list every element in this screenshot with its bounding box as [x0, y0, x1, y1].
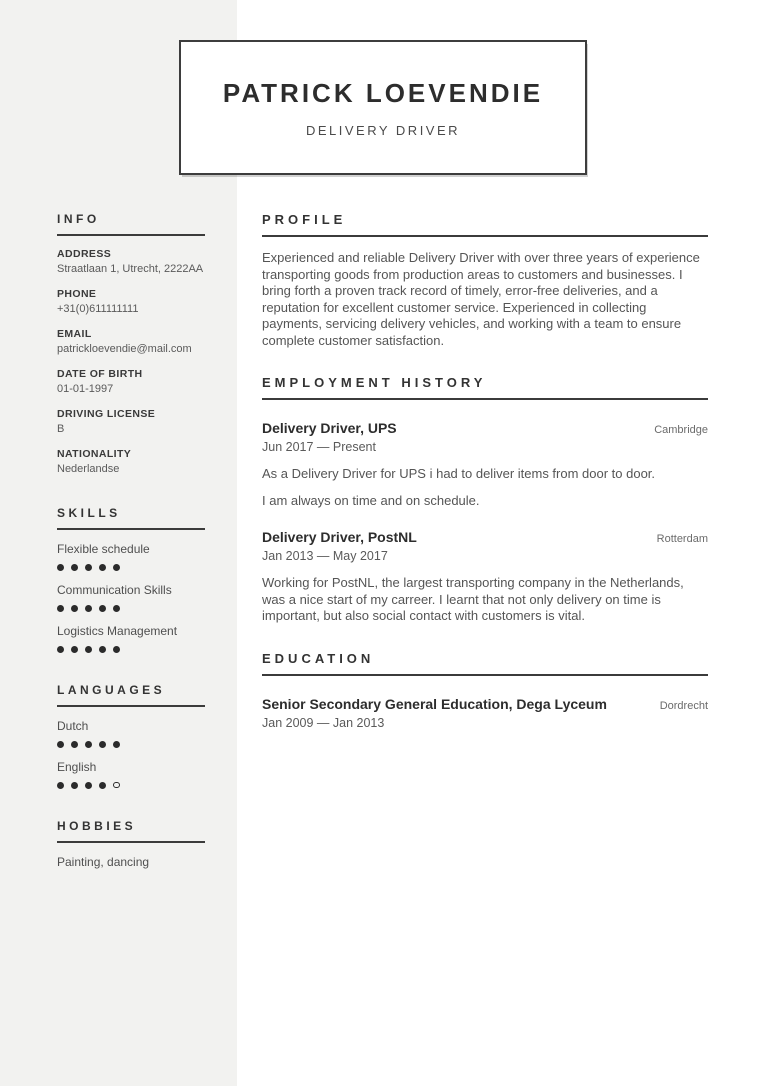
info-label: DATE OF BIRTH — [57, 368, 143, 380]
employment-section — [262, 375, 708, 625]
education-title-row — [262, 696, 708, 712]
education-entry — [262, 696, 708, 730]
rating-dot-filled — [57, 646, 64, 653]
language-name: English — [57, 760, 97, 774]
skill-item — [57, 624, 205, 653]
rating-dot-filled — [57, 782, 64, 789]
languages-section — [57, 683, 205, 789]
rating-dot-filled — [85, 564, 92, 571]
rating-dot-filled — [113, 564, 120, 571]
rating-dot-filled — [71, 605, 78, 612]
skill-rating-dots — [57, 604, 205, 612]
employment-rule — [262, 398, 708, 400]
language-rating-dots — [57, 740, 205, 748]
rating-dot-filled — [57, 564, 64, 571]
language-item — [57, 760, 205, 789]
rating-dot-filled — [57, 741, 64, 748]
profile-heading: PROFILE — [262, 212, 347, 227]
languages-heading: LANGUAGES — [57, 683, 166, 697]
rating-dot-filled — [85, 646, 92, 653]
resume-header-box — [179, 40, 587, 175]
rating-dot-filled — [99, 782, 106, 789]
info-value: patrickloevendie@mail.com — [57, 343, 192, 355]
rating-dot-filled — [99, 564, 106, 571]
job-title-row — [262, 420, 708, 436]
job-dates: Jun 2017 — Present — [262, 440, 376, 454]
education-title: Senior Secondary General Education, Dega Lyceum — [262, 695, 607, 712]
skill-rating-dots — [57, 645, 205, 653]
skill-item — [57, 542, 205, 571]
info-item-address — [57, 248, 205, 276]
skill-rating-dots — [57, 563, 205, 571]
languages-rule — [57, 705, 205, 707]
rating-dot-filled — [57, 605, 64, 612]
info-label: ADDRESS — [57, 248, 112, 260]
rating-dot-filled — [85, 741, 92, 748]
info-value: Nederlandse — [57, 463, 120, 475]
info-item-phone — [57, 288, 205, 316]
info-item-nationality — [57, 448, 205, 476]
rating-dot-filled — [99, 646, 106, 653]
rating-dot-filled — [99, 741, 106, 748]
info-label: NATIONALITY — [57, 448, 132, 460]
job-description: As a Delivery Driver for UPS i had to deliver items from door to door. — [262, 466, 656, 481]
job-location: Rotterdam — [656, 533, 708, 545]
skill-name: Logistics Management — [57, 624, 178, 638]
job-location: Cambridge — [654, 424, 708, 436]
person-name: PATRICK LOEVENDIE — [222, 77, 544, 108]
language-name: Dutch — [57, 719, 89, 733]
employment-heading: EMPLOYMENT HISTORY — [262, 375, 487, 390]
info-section — [57, 212, 205, 476]
main-column — [262, 212, 708, 742]
rating-dot-filled — [71, 646, 78, 653]
rating-dot-filled — [85, 605, 92, 612]
rating-dot-filled — [113, 646, 120, 653]
hobbies-text: Painting, dancing — [57, 855, 150, 869]
info-value: 01-01-1997 — [57, 383, 114, 395]
rating-dot-filled — [113, 741, 120, 748]
education-heading: EDUCATION — [262, 650, 375, 666]
education-rule — [262, 674, 708, 676]
language-item — [57, 719, 205, 748]
rating-dot-empty — [113, 782, 120, 789]
job-title-row — [262, 529, 708, 545]
job-title: Delivery Driver, PostNL — [262, 529, 417, 545]
rating-dot-filled — [71, 564, 78, 571]
info-rule — [57, 234, 205, 236]
job-title: Delivery Driver, UPS — [262, 420, 397, 436]
job-dates: Jan 2013 — May 2017 — [262, 549, 388, 563]
rating-dot-filled — [71, 782, 78, 789]
rating-dot-filled — [99, 605, 106, 612]
hobbies-rule — [57, 841, 205, 843]
rating-dot-filled — [71, 741, 78, 748]
info-value: B — [57, 423, 65, 435]
skill-name: Flexible schedule — [57, 542, 150, 556]
profile-text: Experienced and reliable Delivery Driver with over three years of experience transporting goods from production areas to customers and businesses. I bring forth a proven track record of timely, error-free deliveries, and a reputation for excellent customer service. Experienced in collecting payments, servicing delivery vehicles, and working with a team to ensure complete customer satisfaction. — [262, 250, 700, 348]
info-label: DRIVING LICENSE — [57, 408, 156, 420]
language-rating-dots — [57, 781, 205, 789]
rating-dot-filled — [113, 605, 120, 612]
info-value: +31(0)611111111 — [57, 303, 139, 315]
education-section — [262, 651, 708, 730]
hobbies-section — [57, 819, 205, 869]
sidebar — [57, 212, 205, 869]
info-item-email — [57, 328, 205, 356]
person-job-title: DELIVERY DRIVER — [305, 122, 461, 138]
hobbies-heading: HOBBIES — [57, 819, 137, 833]
skills-heading: SKILLS — [57, 506, 121, 520]
education-location: Dordrecht — [659, 699, 708, 712]
job-entry — [262, 529, 708, 625]
job-entry — [262, 420, 708, 509]
job-description: I am always on time and on schedule. — [262, 492, 480, 508]
education-dates: Jan 2009 — Jan 2013 — [262, 715, 385, 730]
skills-rule — [57, 528, 205, 530]
info-label: PHONE — [57, 288, 97, 300]
rating-dot-filled — [85, 782, 92, 789]
skill-name: Communication Skills — [57, 583, 172, 597]
skill-item — [57, 583, 205, 612]
info-label: EMAIL — [57, 328, 92, 340]
profile-section — [262, 212, 708, 349]
info-heading: INFO — [57, 212, 100, 226]
skills-section — [57, 506, 205, 653]
profile-rule — [262, 235, 708, 237]
info-value: Straatlaan 1, Utrecht, 2222AA — [57, 263, 204, 275]
info-item-date-of-birth — [57, 368, 205, 396]
job-description: Working for PostNL, the largest transporting company in the Netherlands, was a nice start of my carreer. I learnt that not only delivery on time is important, but also social contact with customers is vital. — [262, 575, 684, 623]
info-item-driving-license — [57, 408, 205, 436]
